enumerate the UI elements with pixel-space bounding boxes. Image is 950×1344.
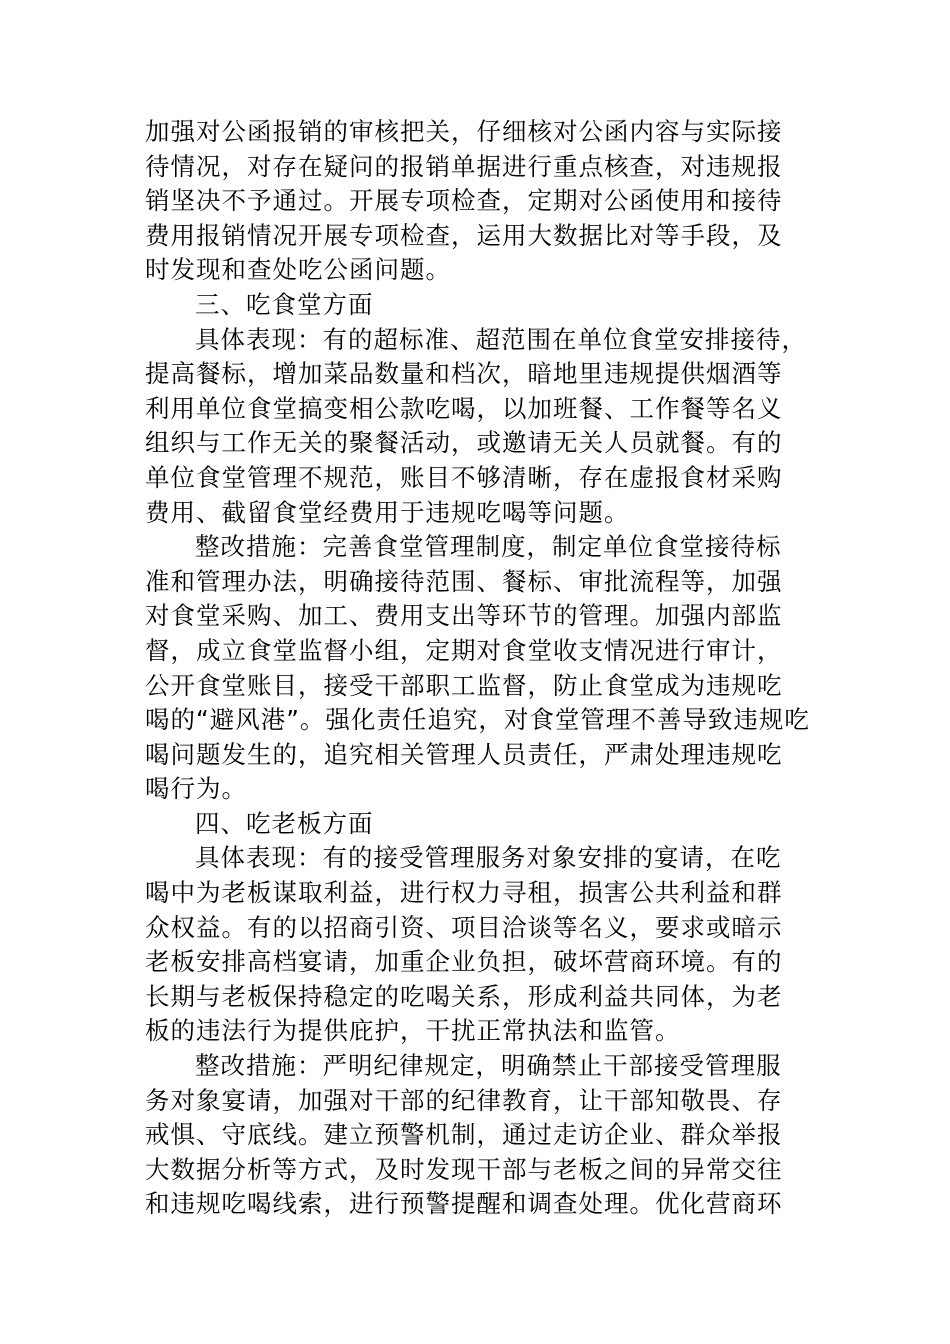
text-line: 众权益。有的以招商引资、项目洽谈等名义，要求或暗示: [145, 912, 783, 942]
text-line: 长期与老板保持稳定的吃喝关系，形成利益共同体，为老: [145, 981, 783, 1011]
text-line: 加强对公函报销的审核把关，仔细核对公函内容与实际接: [145, 117, 783, 146]
text-line: 公开食堂账目，接受干部职工监督，防止食堂成为违规吃: [145, 670, 783, 700]
text-line: 待情况，对存在疑问的报销单据进行重点核查，对违规报: [145, 151, 783, 181]
text-line: 喝问题发生的，追究相关管理人员责任，严肃处理违规吃: [145, 739, 783, 769]
text-line: 大数据分析等方式，及时发现干部与老板之间的异常交往: [145, 1154, 783, 1184]
text-line: 提高餐标，增加菜品数量和档次，暗地里违规提供烟酒等: [145, 359, 783, 389]
text-line: 老板安排高档宴请，加重企业负担，破坏营商环境。有的: [145, 947, 783, 977]
document-body: [145, 115, 815, 1222]
text-line: 和违规吃喝线索，进行预警提醒和调查处理。优化营商环: [145, 1189, 783, 1219]
text-line: 具体表现：有的接受管理服务对象安排的宴请，在吃: [195, 843, 782, 873]
text-line: 时发现和查处吃公函问题。: [145, 255, 451, 285]
text-line: 对食堂采购、加工、费用支出等环节的管理。加强内部监: [145, 601, 783, 631]
text-line: 督，成立食堂监督小组，定期对食堂收支情况进行审计，: [145, 635, 783, 665]
text-line: 喝的“避风港”。强化责任追究，对食堂管理不善导致违规吃: [145, 705, 810, 735]
text-line: 四、吃老板方面: [195, 808, 374, 838]
text-line: 准和管理办法，明确接待范围、餐标、审批流程等，加强: [145, 566, 783, 596]
text-line: 板的违法行为提供庇护，干扰正常执法和监管。: [145, 1016, 681, 1046]
text-line: 费用报销情况开展专项检查，运用大数据比对等手段，及: [145, 220, 783, 250]
text-line: 喝中为老板谋取利益，进行权力寻租，损害公共利益和群: [145, 878, 783, 908]
text-line: 费用、截留食堂经费用于违规吃喝等问题。: [145, 497, 630, 527]
text-line: 组织与工作无关的聚餐活动，或邀请无关人员就餐。有的: [145, 428, 783, 458]
text-line: 利用单位食堂搞变相公款吃喝，以加班餐、工作餐等名义: [145, 393, 783, 423]
text-line: 整改措施：完善食堂管理制度，制定单位食堂接待标: [195, 532, 782, 562]
text-line: 单位食堂管理不规范，账目不够清晰，存在虚报食材采购: [145, 462, 783, 492]
text-line: 喝行为。: [145, 774, 247, 804]
text-line: 整改措施：严明纪律规定，明确禁止干部接受管理服: [195, 1051, 782, 1081]
text-line: 三、吃食堂方面: [195, 289, 374, 319]
text-line: 戒惧、守底线。建立预警机制，通过走访企业、群众举报: [145, 1120, 783, 1150]
text-line: 销坚决不予通过。开展专项检查，定期对公函使用和接待: [145, 186, 783, 216]
text-line: 具体表现：有的超标准、超范围在单位食堂安排接待，: [195, 324, 807, 354]
text-line: 务对象宴请，加强对干部的纪律教育，让干部知敬畏、存: [145, 1085, 783, 1115]
